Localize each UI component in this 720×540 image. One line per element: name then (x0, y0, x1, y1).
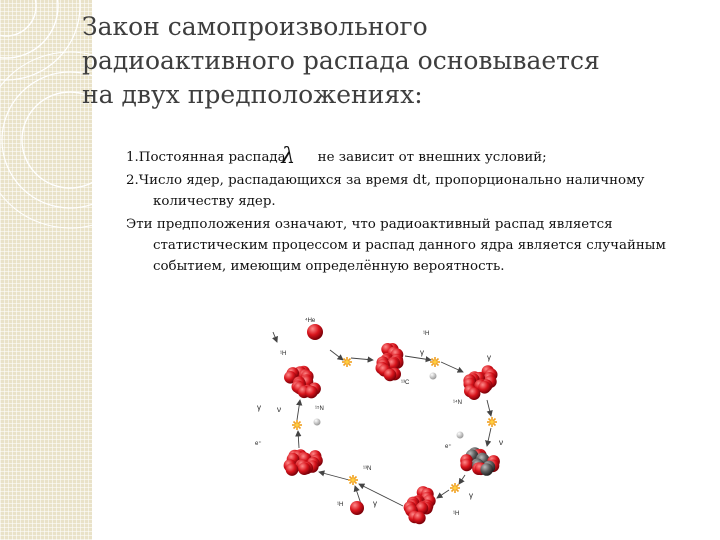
slide-title (82, 10, 702, 112)
proton (384, 369, 397, 382)
diagram-label: ¹³C (401, 380, 410, 386)
burst-core (490, 420, 494, 424)
diagram-label: ν (499, 438, 503, 447)
diagram-label: e⁺ (255, 441, 262, 447)
proton (478, 381, 491, 394)
diagram-label: ¹⁵N (315, 406, 324, 412)
arrow (487, 400, 491, 416)
nucleus (284, 366, 321, 399)
arrow (405, 356, 431, 360)
arrow (330, 350, 343, 360)
arrow (319, 472, 349, 480)
decay-burst (348, 475, 358, 485)
diagram-label: γ (420, 348, 424, 357)
diagram-label: ¹⁴N (453, 400, 462, 406)
proton (305, 386, 318, 399)
lambda-symbol: λ (281, 144, 296, 169)
diagram-label: ¹H (337, 502, 344, 508)
nucleus (463, 365, 497, 400)
diagram-label: γ (469, 491, 473, 500)
decay-burst (292, 420, 302, 430)
proton (460, 459, 473, 472)
neutron (480, 463, 493, 476)
deco-ring (0, 0, 58, 58)
deco-ring (0, 0, 36, 36)
positron (457, 432, 464, 439)
conclusion-paragraph: Эти предположения означают, что радиоактивный распад является статистическим процессом и распад данного ядра является случайным событием, имеющим определённую вероятность. (126, 217, 666, 274)
diagram-label: γ (373, 499, 377, 508)
proton (298, 462, 311, 475)
title-line: радиоактивного распада основывается (82, 46, 600, 75)
assumption-2: 2.Число ядер, распадающихся за время dt, пропорционально наличному количеству ядер. (126, 173, 645, 209)
assumption-1-end: не зависит от внешних условий; (317, 150, 547, 165)
arrow (297, 400, 300, 420)
diagram-label: ¹³N (363, 466, 372, 472)
arrow (437, 490, 449, 498)
arrow (351, 358, 373, 360)
arrow (359, 484, 403, 506)
proton (286, 463, 299, 476)
arrow (298, 431, 299, 448)
proton (307, 324, 323, 340)
nucleus (376, 343, 404, 381)
burst-core (295, 423, 299, 427)
assumption-1 (126, 144, 701, 169)
proton (350, 501, 364, 515)
diagram-label: ¹H (423, 331, 430, 337)
cno-cycle-diagram (255, 310, 505, 525)
body-text (126, 144, 701, 279)
deco-ring (0, 52, 92, 228)
decay-burst (450, 483, 460, 493)
arrow (273, 332, 277, 342)
decay-burst (487, 417, 497, 427)
assumption-1-start: 1.Постоянная распада (126, 150, 286, 165)
title-line: Закон самопроизвольного (82, 12, 428, 41)
arrow (487, 428, 491, 446)
diagram-label: e⁺ (445, 444, 452, 450)
nucleus (284, 449, 323, 476)
diagram-label: ¹H (453, 511, 460, 517)
diagram-label: γ (257, 403, 261, 412)
nucleus (460, 447, 500, 476)
diagram-label: ⁴He (305, 318, 316, 324)
diagram-label: ¹H (280, 351, 287, 357)
deco-ring (0, 0, 80, 80)
proton (468, 387, 481, 400)
diagram-label: ν (277, 405, 281, 414)
title-line: на двух предположениях: (82, 80, 423, 109)
burst-core (453, 486, 457, 490)
diagram-label: γ (487, 353, 491, 362)
decay-burst (430, 357, 440, 367)
decorative-circles (0, 0, 92, 260)
positron (430, 373, 437, 380)
arrow (459, 475, 465, 484)
nucleus (404, 486, 436, 524)
positron (314, 419, 321, 426)
burst-core (351, 478, 355, 482)
proton (413, 512, 426, 525)
arrow (441, 362, 463, 372)
decay-burst (342, 357, 352, 367)
burst-core (345, 360, 349, 364)
burst-core (433, 360, 437, 364)
